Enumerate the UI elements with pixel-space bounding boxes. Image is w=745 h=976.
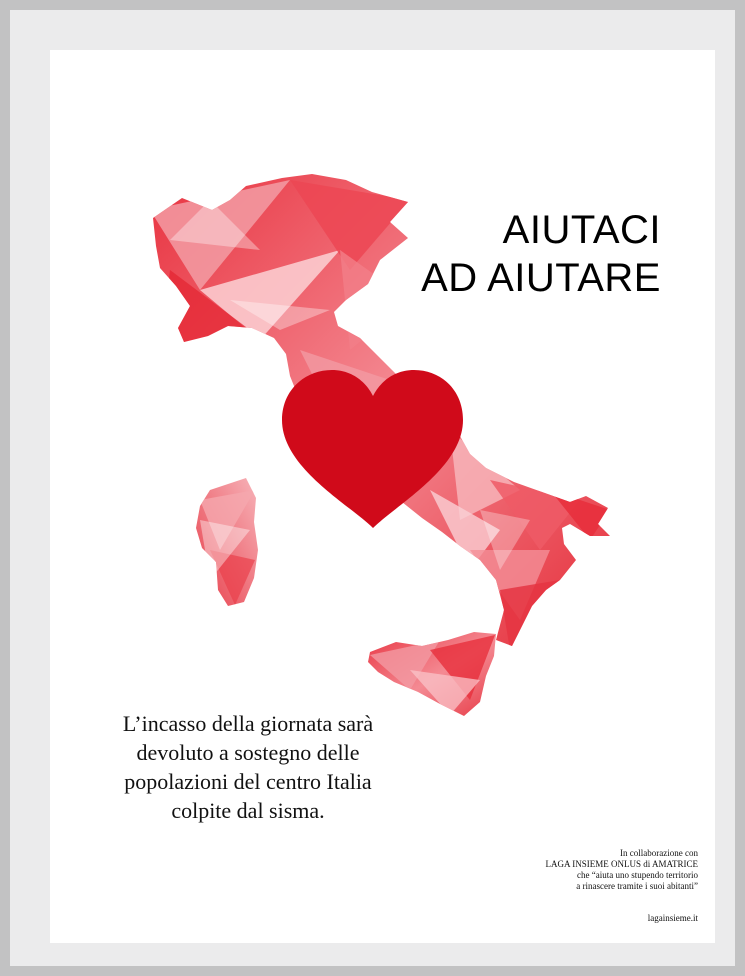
headline: [421, 206, 661, 302]
credits-line-3: che “aiuta uno stupendo territorio: [577, 870, 698, 880]
headline-line-1: AIUTACI: [502, 208, 661, 252]
credits-line-2: LAGA INSIEME ONLUS di AMATRICE: [545, 859, 698, 869]
message-line-1: L’incasso della giornata sarà: [122, 711, 374, 736]
website-link[interactable]: lagainsieme.it: [647, 913, 698, 923]
donation-message: [113, 709, 383, 825]
credits-line-1: In collaborazione con: [620, 848, 698, 858]
poster-page: [50, 50, 715, 943]
credits-line-4: a rinascere tramite i suoi abitanti”: [576, 881, 698, 891]
headline-line-2: AD AIUTARE: [421, 256, 661, 300]
message-line-4: colpite dal sisma.: [171, 798, 325, 823]
message-line-3: popolazioni del centro Italia: [124, 769, 372, 794]
collaboration-credits: [545, 848, 698, 892]
message-line-2: devoluto a sostegno delle: [136, 740, 360, 765]
